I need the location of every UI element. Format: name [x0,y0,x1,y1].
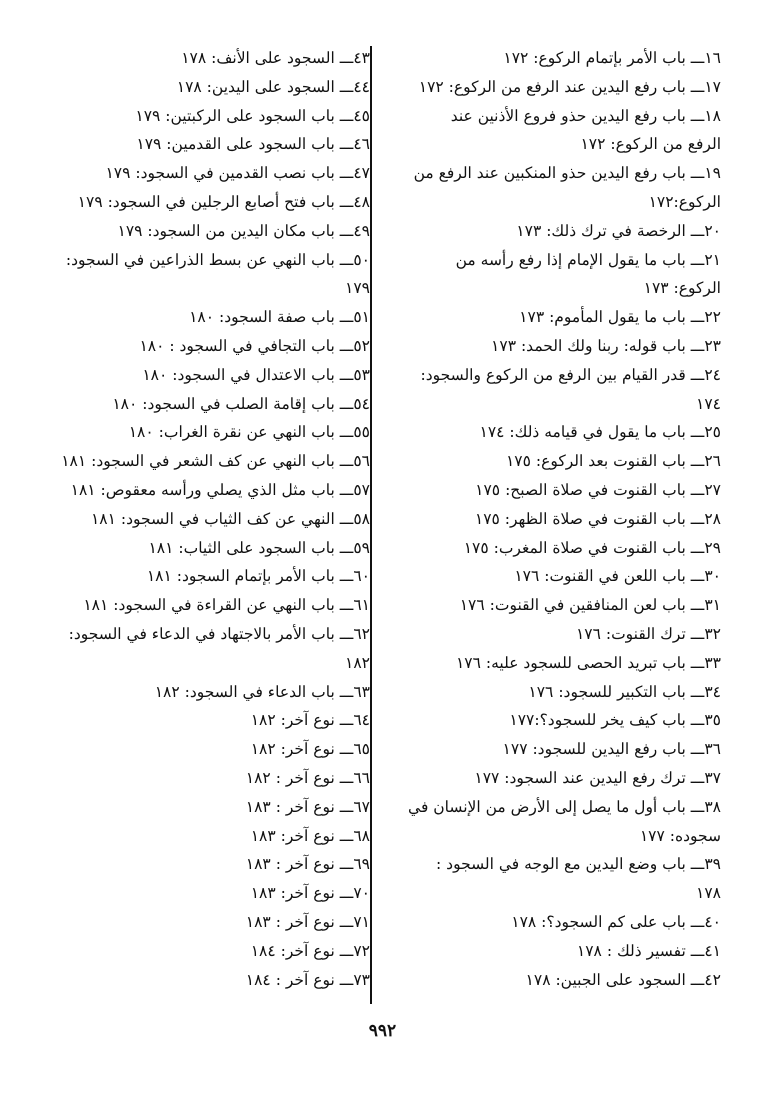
toc-entry: ٦٠ـــ باب الأمر بإتمام السجود: ١٨١ [146,567,370,586]
toc-entry: ٣٩ـــ باب وضع اليدين مع الوجه في السجود : [436,855,721,874]
toc-entry: ٦٣ـــ باب الدعاء في السجود: ١٨٢ [154,682,370,701]
toc-entry: ٢٥ـــ باب ما يقول في قيامه ذلك: ١٧٤ [479,423,721,442]
toc-entry: ٦٤ـــ نوع آخر: ١٨٢ [250,711,370,730]
toc-entry: ١٦ـــ باب الأمر بإتمام الركوع: ١٧٢ [503,49,721,67]
toc-entry: ١٨ـــ باب رفع اليدين حذو فروع الأذنين عند [450,106,721,125]
toc-entry: ٣٢ـــ ترك القنوت: ١٧٦ [575,624,721,643]
toc-entry: ٢٩ـــ باب القنوت في صلاة المغرب: ١٧٥ [463,538,721,557]
toc-entry: ٦٨ـــ نوع آخر: ١٨٣ [250,826,370,845]
column-divider [370,46,372,1004]
toc-entry: ١٧٨ [696,884,721,903]
toc-entry: ٤٣ـــ السجود على الأنف: ١٧٨ [181,49,370,67]
toc-entry: ١٧٩ [345,279,370,298]
toc-entry: ١٩ـــ باب رفع اليدين حذو المنكبين عند الرفع من [413,164,721,183]
toc-entry: ٦٩ـــ نوع آخر : ١٨٣ [245,855,370,874]
toc-entry: ٣٤ـــ باب التكبير للسجود: ١٧٦ [528,682,721,701]
toc-entry: ٧٠ـــ نوع آخر: ١٨٣ [250,884,370,903]
page-number: ٩٩٢ [368,1021,397,1041]
toc-entry: ٧١ـــ نوع آخر : ١٨٣ [245,912,370,931]
toc-entry: ٤٥ـــ باب السجود على الركبتين: ١٧٩ [135,106,370,125]
toc-entry: ٢٤ـــ قدر القيام بين الرفع من الركوع والسجود: [420,365,721,384]
toc-entry: ٥٩ـــ باب السجود على الثياب: ١٨١ [148,538,370,557]
toc-entry: ٥٣ـــ باب الاعتدال في السجود: ١٨٠ [142,365,370,384]
toc-column-right [396,44,721,994]
toc-entry: ٦١ـــ باب النهي عن القراءة في السجود: ١٨١ [83,596,370,615]
toc-entry: ٤٢ـــ السجود على الجبين: ١٧٨ [525,970,721,989]
toc-entry: ٤٨ـــ باب فتح أصابع الرجلين في السجود: ١٧٩ [77,192,370,211]
toc-entry: ٤٤ـــ السجود على اليدين: ١٧٨ [176,77,370,96]
toc-entry: ٥٨ـــ النهي عن كف الثياب في السجود: ١٨١ [90,509,370,528]
toc-entry: ٦٢ـــ باب الأمر بالاجتهاد في الدعاء في السجود: [68,624,370,643]
toc-entry: ٥٤ـــ باب إقامة الصلب في السجود: ١٨٠ [112,394,370,413]
toc-entry: ٣٨ـــ باب أول ما يصل إلى الأرض من الإنسان في [408,797,721,816]
toc-entry: ٥٠ـــ باب النهي عن بسط الذراعين في السجود: [65,250,370,269]
toc-entry: ٥٦ـــ باب النهي عن كف الشعر في السجود: ١٨١ [61,452,370,471]
toc-entry: الركوع: ١٧٣ [643,279,721,298]
toc-entry: ٥١ـــ باب صفة السجود: ١٨٠ [189,308,370,327]
toc-entry: ٢٠ـــ الرخصة في ترك ذلك: ١٧٣ [516,221,721,240]
toc-entry: ٣٦ـــ باب رفع اليدين للسجود: ١٧٧ [502,740,721,759]
toc-entry: ٤٦ـــ باب السجود على القدمين: ١٧٩ [136,135,370,154]
toc-entry: ٣٣ـــ باب تبريد الحصى للسجود عليه: ١٧٦ [455,653,721,672]
toc-entry: ٣٧ـــ ترك رفع اليدين عند السجود: ١٧٧ [474,768,721,787]
toc-entry: ٥٥ـــ باب النهي عن نقرة الغراب: ١٨٠ [128,423,370,442]
toc-entry: ١٨٢ [345,653,370,672]
toc-entry: ٣٥ـــ باب كيف يخر للسجود؟:١٧٧ [509,711,721,730]
toc-entry: ٢١ـــ باب ما يقول الإمام إذا رفع رأسه من [455,250,721,269]
toc-entry: سجوده: ١٧٧ [639,826,721,845]
toc-entry: ١٧ـــ باب رفع اليدين عند الرفع من الركوع: ١٧٢ [418,77,721,96]
toc-entry: ٢٦ـــ باب القنوت بعد الركوع: ١٧٥ [505,452,721,471]
toc-entry: ٤١ـــ تفسير ذلك : ١٧٨ [576,941,721,960]
toc-entry: الرفع من الركوع: ١٧٢ [580,135,721,154]
toc-entry: ٦٥ـــ نوع آخر: ١٨٢ [250,740,370,759]
toc-column-left [40,44,370,994]
toc-entry: ٦٦ـــ نوع آخر : ١٨٢ [245,768,370,787]
toc-entry: الركوع:١٧٢ [648,192,721,211]
toc-entry: ٢٣ـــ باب قوله: ربنا ولك الحمد: ١٧٣ [491,336,721,355]
toc-entry: ٢٢ـــ باب ما يقول المأموم: ١٧٣ [519,308,721,327]
toc-entry: ٤٧ـــ باب نصب القدمين في السجود: ١٧٩ [105,164,370,183]
toc-entry: ٥٢ـــ باب التجافي في السجود : ١٨٠ [139,336,370,355]
toc-entry: ٧٣ـــ نوع آخر : ١٨٤ [245,970,370,989]
toc-entry: ٢٨ـــ باب القنوت في صلاة الظهر: ١٧٥ [474,509,721,528]
toc-entry: ٦٧ـــ نوع آخر : ١٨٣ [245,797,370,816]
toc-entry: ٣٠ـــ باب اللعن في القنوت: ١٧٦ [514,567,721,586]
toc-entry: ٤٩ـــ باب مكان اليدين من السجود: ١٧٩ [117,221,370,240]
toc-entry: ٢٧ـــ باب القنوت في صلاة الصبح: ١٧٥ [475,480,721,499]
toc-entry: ٥٧ـــ باب مثل الذي يصلي ورأسه معقوص: ١٨١ [70,480,370,499]
toc-entry: ٣١ـــ باب لعن المنافقين في القنوت: ١٧٦ [459,596,721,615]
toc-entry: ٧٢ـــ نوع آخر: ١٨٤ [250,941,370,960]
toc-entry: ٤٠ـــ باب على كم السجود؟: ١٧٨ [511,912,721,931]
toc-entry: ١٧٤ [696,394,721,413]
